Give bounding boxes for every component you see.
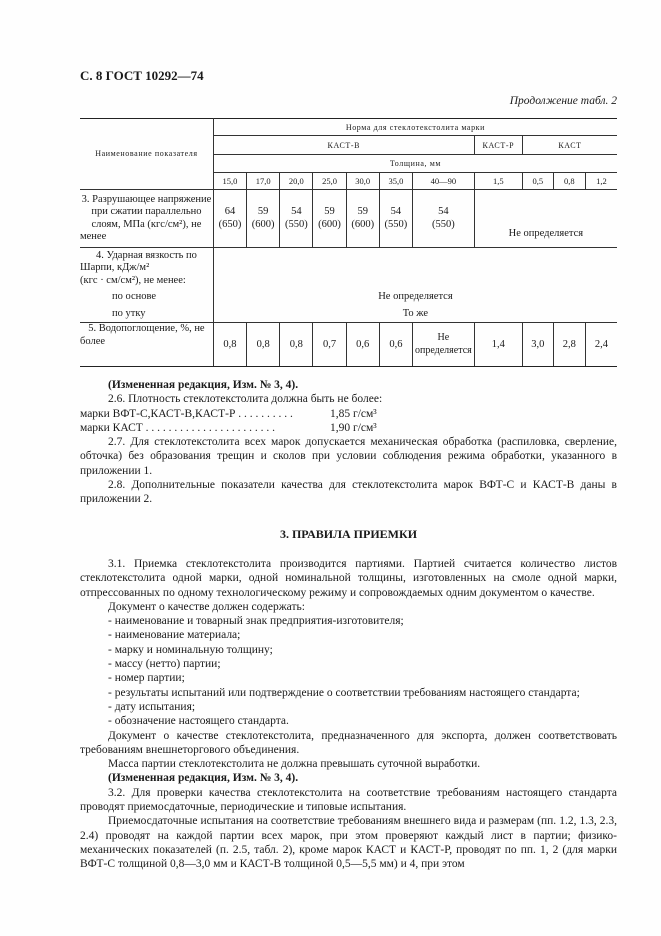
export-paragraph: Документ о качестве стеклотекстолита, предназначенного для экспорта, должен соответствовать требованиям внешнеторгового объединения.: [80, 729, 617, 756]
list-item: - дату испытания;: [108, 700, 196, 713]
edit-note: (Измененная редакция, Изм. № 3, 4).: [108, 772, 299, 785]
row-impact-warp: по основе: [80, 289, 213, 305]
paragraph-3-2: 3.2. Для проверки качества стеклотекстолита на соответствие требованиям настоящего стандарта проводят приемосдаточные, периодические и типовые испытания.: [80, 786, 617, 814]
value-cell: 1,4: [474, 323, 522, 367]
thickness-cell: 35,0: [379, 173, 412, 190]
list-item: - наименование материала;: [108, 629, 241, 642]
value-not-determined: Не определяется: [474, 190, 617, 248]
row-water-name: 5. Водопоглощение, %, не более: [80, 323, 213, 367]
density-label: марки ВФТ-С,КАСТ-В,КАСТ-Р . . . . . . . . . .: [80, 407, 293, 420]
edit-note: (Измененная редакция, Изм. № 3, 4).: [108, 379, 299, 391]
value-cell: 64 (650): [213, 190, 246, 248]
quality-doc-intro: Документ о качестве должен содержать:: [108, 600, 305, 613]
brand-label: КАСТ: [558, 140, 582, 150]
thickness-cell: 0,8: [553, 173, 585, 190]
impact-weft-value: То же: [213, 305, 617, 323]
paragraph-2-6: 2.6. Плотность стеклотекстолита должна быть не более:: [108, 393, 383, 406]
thickness-cell: 15,0: [213, 173, 246, 190]
impact-warp-value: Не определяется: [213, 289, 617, 305]
density-label: марки КАСТ . . . . . . . . . . . . . . . . . . . . . . .: [80, 421, 276, 434]
value-cell: 0,8: [280, 323, 313, 367]
value-cell: Не определяется: [413, 323, 475, 367]
list-item: - массу (нетто) партии;: [108, 658, 221, 671]
density-line: [80, 407, 617, 421]
list-item: - обозначение настоящего стандарта.: [108, 715, 289, 728]
thickness-header-cell: [213, 155, 617, 173]
section-title: 3. ПРАВИЛА ПРИЕМКИ: [279, 526, 418, 541]
param-header: Наименование показателя: [95, 148, 198, 158]
paragraph-2-8: 2.8. Дополнительные показатели качества для стеклотекстолита марок ВФТ-С и КАСТ-В даны в приложении 2.: [80, 479, 617, 506]
row-impact-weft: по утку: [80, 305, 213, 323]
brand-kast-r: [474, 136, 522, 155]
thickness-cell: 40—90: [413, 173, 475, 190]
body-text: [80, 378, 617, 872]
norms-table: [80, 118, 617, 367]
value-cell: 0,7: [313, 323, 346, 367]
norm-header-cell: [213, 119, 617, 136]
value-cell: 2,4: [585, 323, 617, 367]
param-header-cell: [80, 119, 213, 190]
mass-paragraph: Масса партии стеклотекстолита не должна превышать суточной выработки.: [108, 758, 481, 771]
value-cell: 0,8: [213, 323, 246, 367]
thickness-header: Толщина, мм: [389, 159, 442, 168]
value-cell: 54 (550): [280, 190, 313, 248]
brand-kast-v: [213, 136, 474, 155]
thickness-cell: 30,0: [346, 173, 379, 190]
paragraph-2-7: 2.7. Для стеклотекстолита всех марок допускается механическая обработка (распиловка, сверление, обточка) без образования трещин и сколов при условии соблюдения режима обработки, указанного в приложении 1.: [80, 436, 617, 477]
brand-kast: [522, 136, 617, 155]
list-item: - номер партии;: [108, 672, 185, 685]
impact-empty-cell: [213, 248, 617, 289]
paragraph-3-2-continued: Приемосдаточные испытания на соответствие требованиям внешнего вида и размерам (пп. 1.2, 1.3, 2.3, 2.4) проводят на каждой партии всех марок, при этом проверяют каждый лист в партии; физико-механических показателей (п. 2.5, табл. 2), кроме марок КАСТ и КАСТ-Р, проводят по пп. 1, 2 (для марки ВФТ-С толщиной 0,8—3,0 мм и КАСТ-В толщиной 0,5—5,5 мм) и 4, при этом: [80, 815, 617, 871]
value-cell: 54 (550): [413, 190, 475, 248]
page-header: С. 8 ГОСТ 10292—74: [80, 68, 204, 83]
density-line: [80, 421, 617, 435]
value-cell: 2,8: [553, 323, 585, 367]
list-item: - марку и номинальную толщину;: [108, 643, 273, 656]
value-cell: 0,6: [346, 323, 379, 367]
thickness-cell: 1,2: [585, 173, 617, 190]
value-cell: 59 (600): [313, 190, 346, 248]
density-value: 1,90 г/см³: [330, 421, 377, 434]
thickness-cell: 0,5: [522, 173, 553, 190]
brand-label: КАСТ-В: [327, 140, 361, 150]
thickness-cell: 25,0: [313, 173, 346, 190]
value-cell: 3,0: [522, 323, 553, 367]
value-cell: 0,8: [247, 323, 280, 367]
thickness-cell: 20,0: [280, 173, 313, 190]
value-cell: 54 (550): [379, 190, 412, 248]
thickness-cell: 1,5: [474, 173, 522, 190]
brand-label: КАСТ-Р: [482, 140, 515, 150]
list-item: - результаты испытаний или подтверждение о соответствии требованиям настоящего стандарта;: [108, 686, 580, 699]
table-continuation-label: Продолжение табл. 2: [509, 95, 617, 107]
row-impact-name: 4. Ударная вязкость по Шарпи, кДж/м² (кгс · см/см²), не менее:: [80, 248, 213, 289]
value-cell: 59 (600): [247, 190, 280, 248]
value-cell: 0,6: [379, 323, 412, 367]
value-cell: 59 (600): [346, 190, 379, 248]
thickness-cell: 17,0: [247, 173, 280, 190]
density-value: 1,85 г/см³: [330, 407, 377, 420]
quality-doc-list: [80, 614, 617, 728]
row-compression-name: 3. Разрушающее напряжение при сжатии параллельно слоям, МПа (кгс/см²), не менее: [80, 190, 213, 248]
paragraph-3-1: 3.1. Приемка стеклотекстолита производится партиями. Партией считается количество листов стеклотекстолита одной марки, одной номинальной толщины, изготовленных на смоле одной марки, отпрессованных по одному технологическому режиму и сопровождаемых одним документом о качестве.: [80, 557, 617, 599]
list-item: - наименование и товарный знак предприятия-изготовителя;: [108, 615, 404, 628]
norm-header: Норма для стеклотекстолита марки: [345, 122, 486, 132]
